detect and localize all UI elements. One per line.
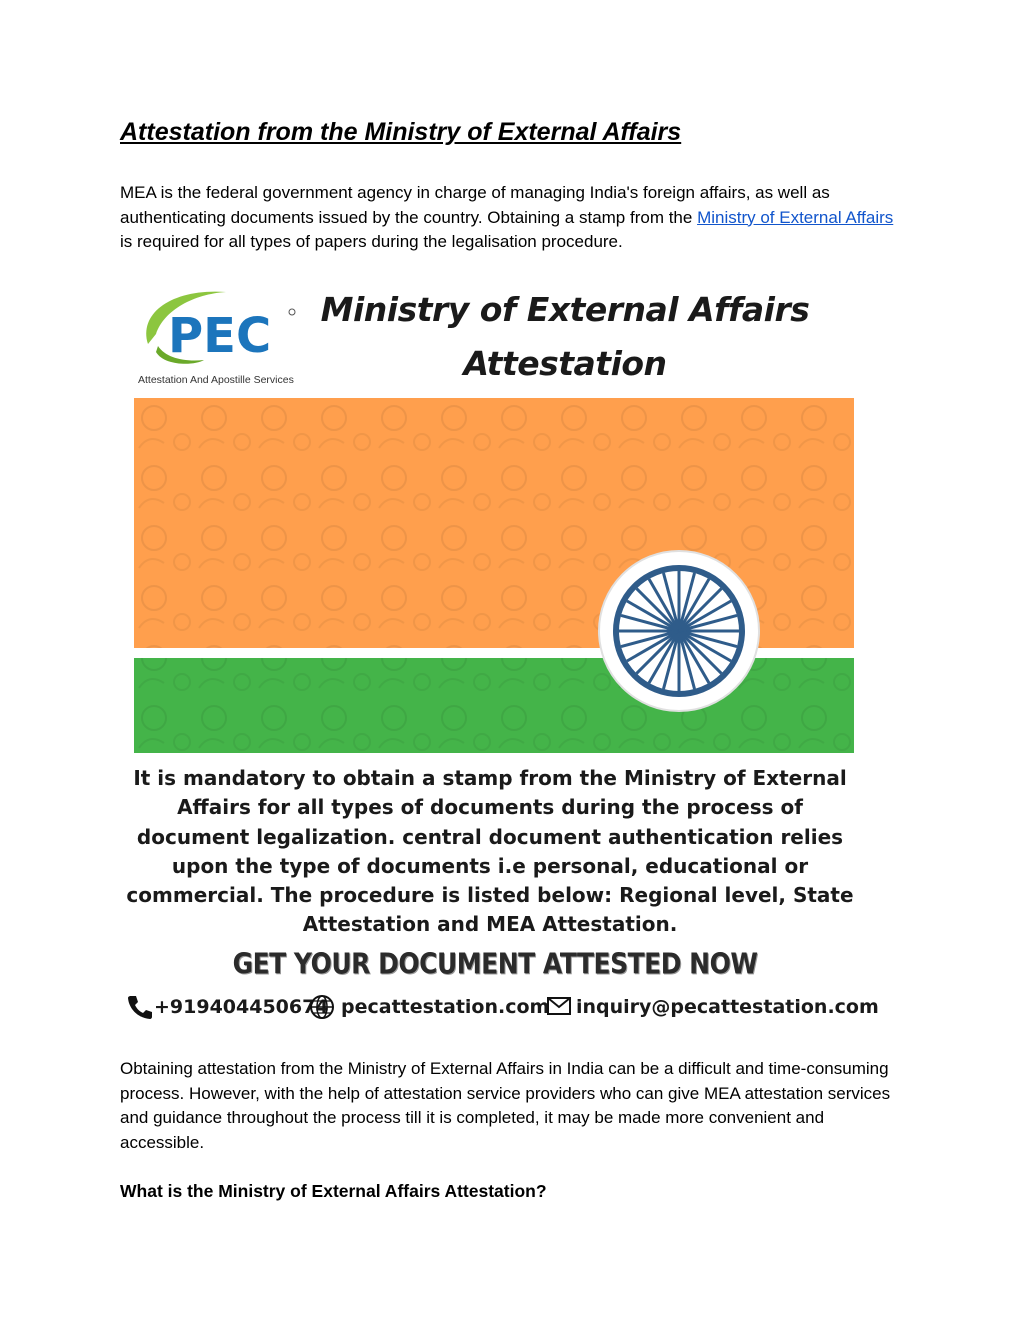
logo-tagline: Attestation And Apostille Services [138, 374, 294, 386]
outro-paragraph: Obtaining attestation from the Ministry of External Affairs in India can be a difficult and time-consuming process. However, with the help of attestation service providers who can give MEA attestation services and guidance throughout the process till it is completed, it may be made more convenient and accessible. [120, 1059, 891, 1152]
mea-attestation-banner [120, 272, 879, 1042]
website-link[interactable]: pecattestation.com [341, 996, 550, 1018]
banner-title-line1: Ministry of External Affairs [320, 290, 810, 329]
phone-number[interactable]: +919404450674 [154, 996, 329, 1018]
email-icon [546, 994, 572, 1018]
intro-paragraph [120, 181, 910, 255]
pec-logo [134, 282, 304, 386]
section-heading: What is the Ministry of External Affairs Attestation? [120, 1181, 547, 1201]
globe-icon [309, 994, 335, 1020]
cta-heading: GET YOUR DOCUMENT ATTESTED NOW [232, 946, 758, 981]
flag-graphic [134, 398, 854, 753]
mea-link[interactable]: Ministry of External Affairs [697, 207, 894, 227]
page-title: Attestation from the Ministry of External Affairs [120, 118, 682, 146]
intro-text-before: MEA is the federal government agency in charge of managing India's foreign affairs, as well as authenticating documents issued by the country. Obtaining a stamp from the [120, 183, 830, 227]
email-link[interactable]: inquiry@pecattestation.com [576, 996, 879, 1018]
ashoka-chakra-icon [599, 551, 759, 711]
contact-strip [126, 994, 879, 1024]
banner-body-text: It is mandatory to obtain a stamp from the Ministry of External Affairs for all types of documents during the process of document legalization. central document authentication relies upon the type of documents i.e personal, educational or commercial. The procedure is listed below: Regional level, State Attestation and MEA Attestation. [126, 766, 854, 937]
phone-icon [126, 994, 154, 1020]
intro-text-after: is required for all types of papers during the legalisation procedure. [120, 232, 623, 251]
pec-logo-text: PEC [168, 308, 272, 364]
banner-title-line2: Attestation [463, 344, 667, 383]
